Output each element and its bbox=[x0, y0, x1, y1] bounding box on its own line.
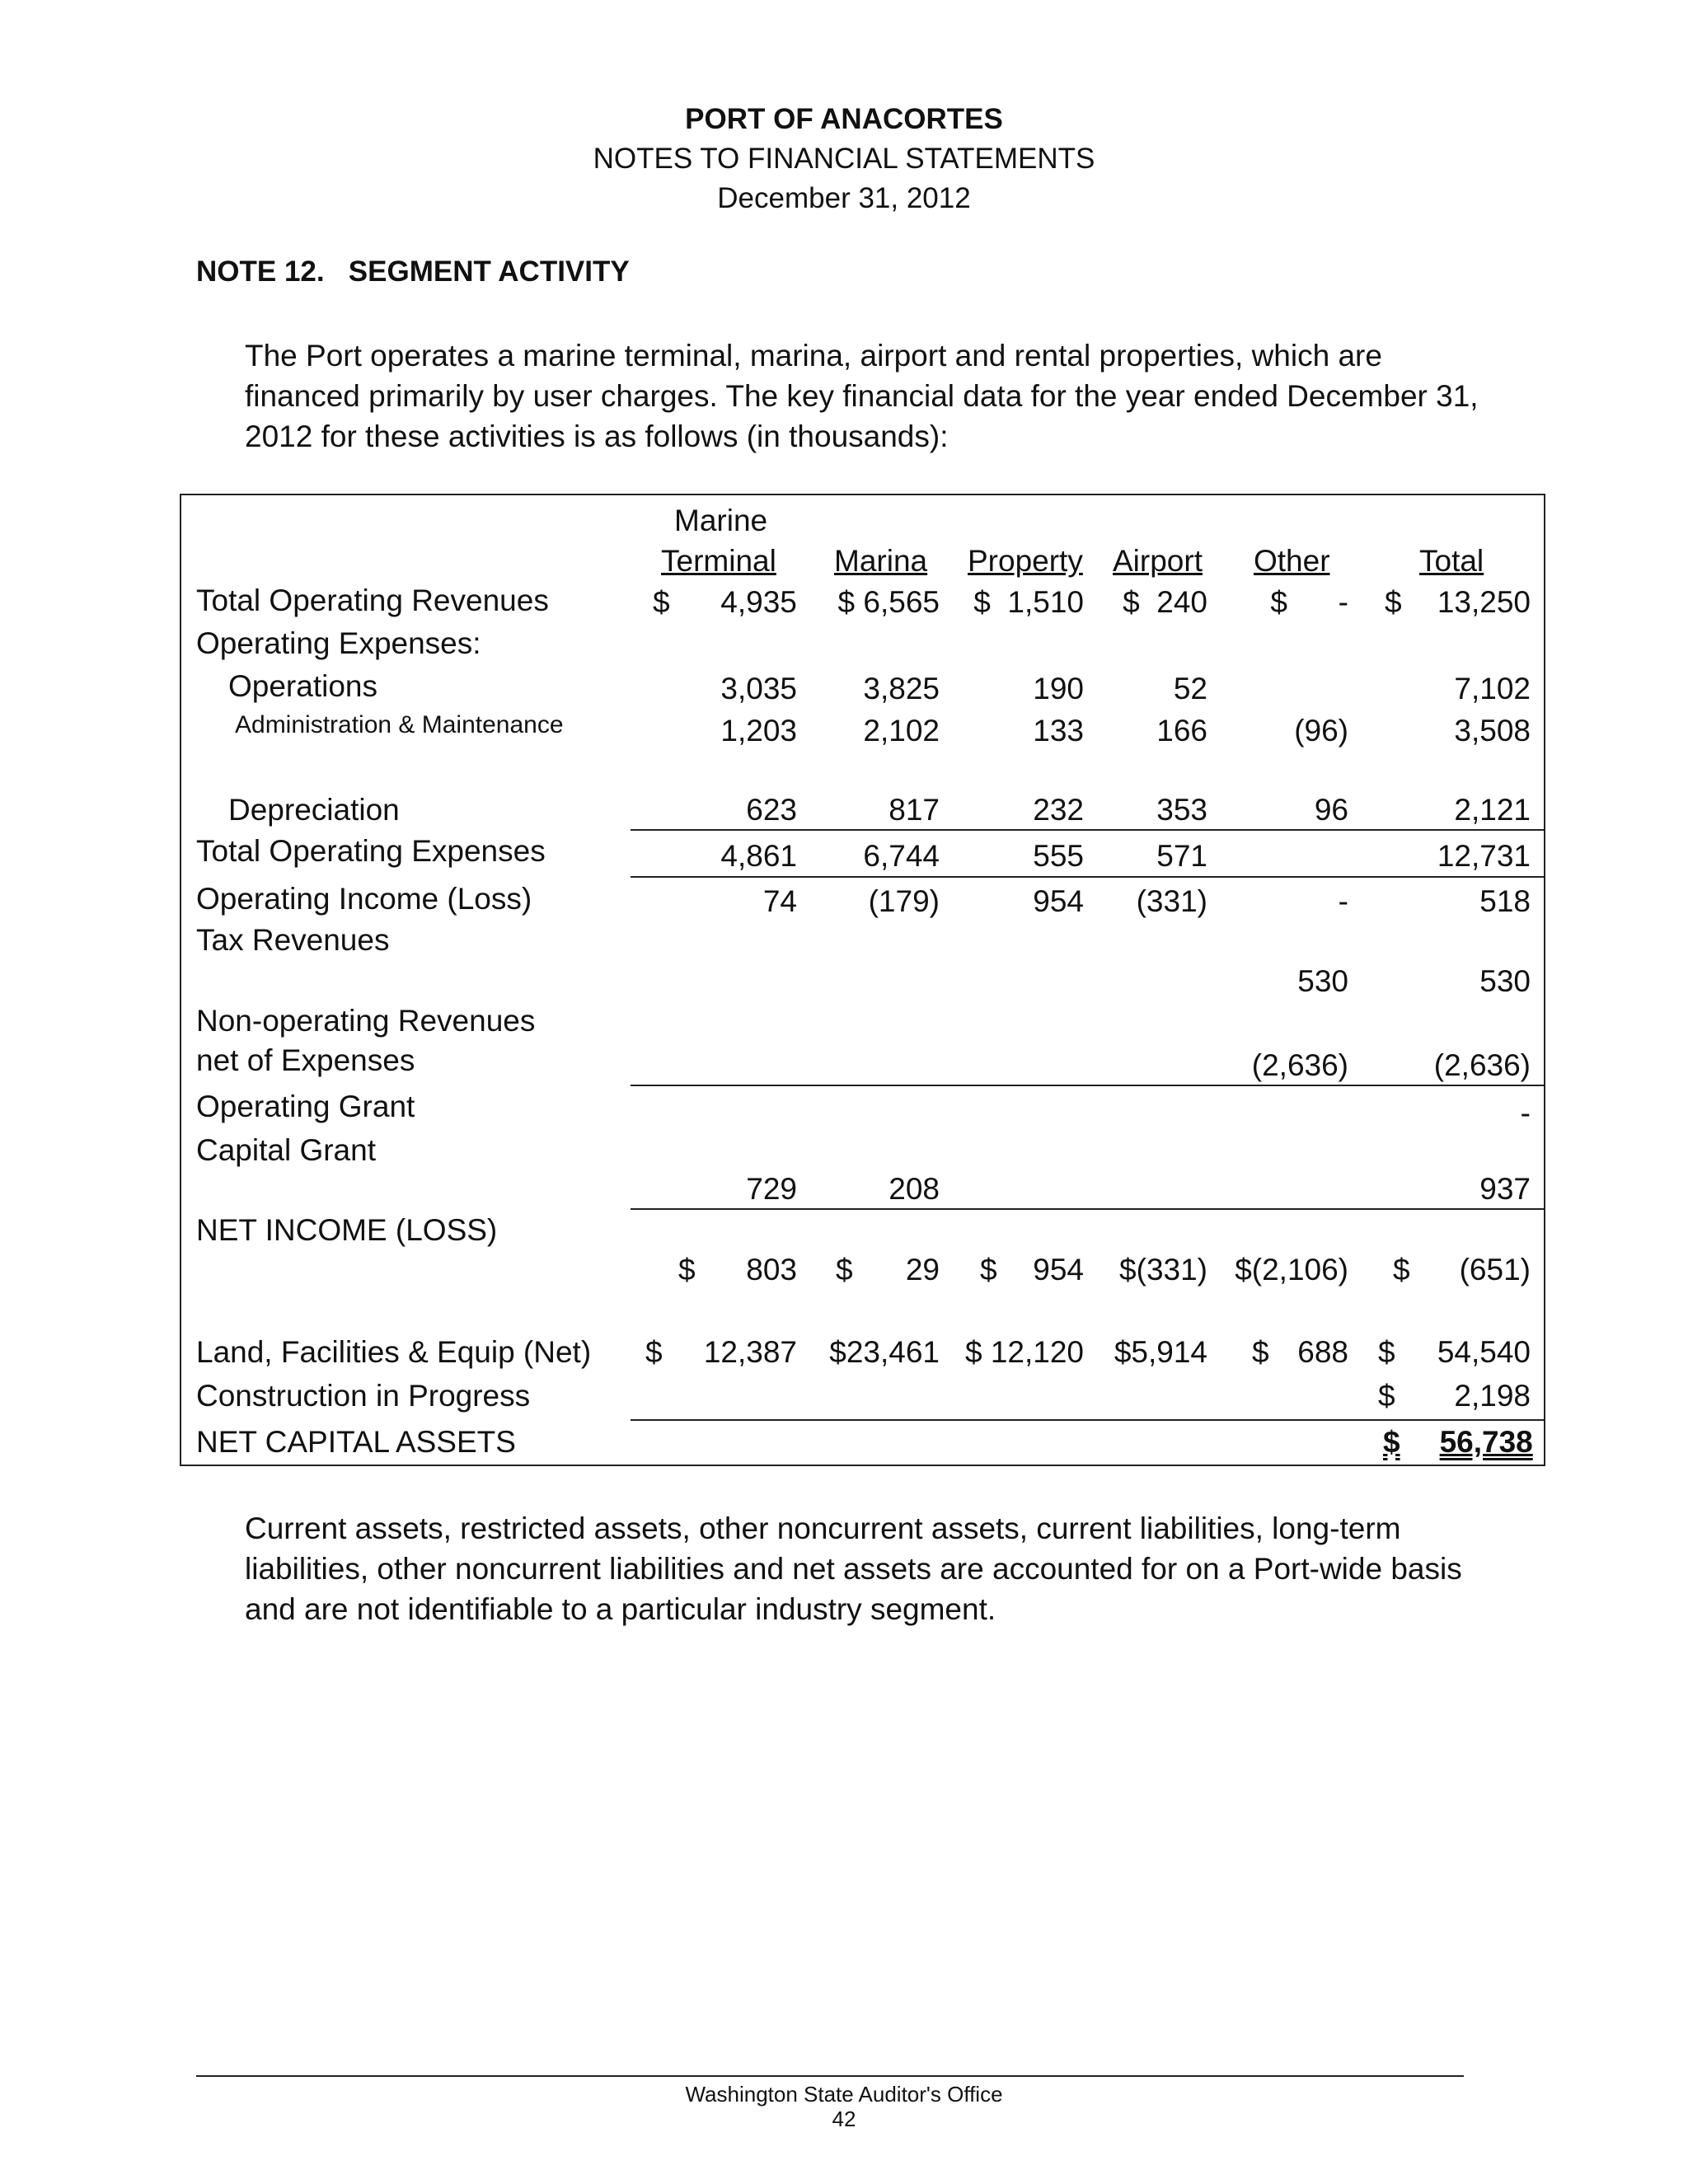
cell-total: 13,250 bbox=[1437, 585, 1531, 619]
intro-line: financed primarily by user charges. The key financial data for the year ended December 31, bbox=[245, 379, 1479, 413]
row-label: Tax Revenues bbox=[196, 923, 390, 957]
footer-page-number: 42 bbox=[832, 2107, 856, 2131]
cell-marine-dollar: $ bbox=[645, 1335, 663, 1369]
cell-total: - bbox=[1520, 1096, 1531, 1130]
cell-total: 12,731 bbox=[1437, 839, 1531, 873]
cell-property: 190 bbox=[1033, 672, 1084, 705]
cell-total: 530 bbox=[1479, 964, 1531, 998]
cell-marina: $23,461 bbox=[829, 1335, 940, 1369]
col-marine-top: Marine bbox=[674, 504, 768, 537]
cell-marina: 817 bbox=[889, 793, 940, 827]
cell-airport: 571 bbox=[1156, 839, 1207, 873]
cell-airport: $ 240 bbox=[1123, 585, 1207, 619]
cell-marine: 74 bbox=[762, 884, 797, 918]
cell-total-dollar: $ bbox=[1393, 1253, 1410, 1286]
rule bbox=[631, 1085, 1544, 1086]
row-label: Operating Grant bbox=[196, 1090, 415, 1123]
cell-total: 7,102 bbox=[1454, 672, 1531, 705]
cell-marina-dollar: $ bbox=[836, 1253, 853, 1286]
rule bbox=[631, 829, 1544, 831]
col-total: Total bbox=[1419, 544, 1484, 578]
cell-total: 2,198 bbox=[1454, 1379, 1531, 1413]
cell-marine: 623 bbox=[746, 793, 797, 827]
row-label: Operating Expenses: bbox=[196, 626, 481, 660]
cell-airport: (331) bbox=[1136, 884, 1207, 918]
note-title: NOTE 12. SEGMENT ACTIVITY bbox=[196, 255, 630, 288]
report-date: December 31, 2012 bbox=[717, 182, 971, 214]
closing-line: liabilities, other noncurrent liabilities and net assets are accounted for on a Port-wide basis bbox=[245, 1552, 1462, 1586]
row-label: Total Operating Expenses bbox=[196, 834, 546, 868]
net-capital-total bbox=[1383, 1423, 1531, 1461]
cell-marina: 2,102 bbox=[863, 714, 940, 748]
report-subtitle: NOTES TO FINANCIAL STATEMENTS bbox=[593, 143, 1095, 175]
rule bbox=[631, 1419, 1544, 1421]
cell-airport: 353 bbox=[1156, 793, 1207, 827]
cell-total: (651) bbox=[1459, 1253, 1531, 1286]
cell-property-dollar: $ bbox=[980, 1253, 997, 1286]
cell-other: - bbox=[1338, 884, 1348, 918]
cell-other: 96 bbox=[1314, 793, 1348, 827]
cell-marina: 6,744 bbox=[863, 839, 940, 873]
cell-property: 133 bbox=[1033, 714, 1084, 748]
intro-line: 2012 for these activities is as follows (in thousands): bbox=[245, 419, 949, 453]
cell-marine: 803 bbox=[746, 1253, 797, 1286]
closing-line: Current assets, restricted assets, other noncurrent assets, current liabilities, long-term bbox=[245, 1511, 1401, 1545]
row-label: Total Operating Revenues bbox=[196, 583, 549, 617]
cell-total-dollar: $ bbox=[1378, 1335, 1395, 1369]
cell-marina: (179) bbox=[868, 884, 940, 918]
cell-other: 530 bbox=[1297, 964, 1348, 998]
cell-property: 954 bbox=[1033, 884, 1084, 918]
rule bbox=[631, 876, 1544, 878]
intro-paragraph bbox=[245, 335, 1479, 457]
report-org: PORT OF ANACORTES bbox=[685, 103, 1003, 135]
row-label: Administration & Maintenance bbox=[235, 711, 564, 738]
cell-total: 518 bbox=[1479, 884, 1531, 918]
rule bbox=[631, 1208, 1544, 1210]
row-label: Depreciation bbox=[228, 793, 400, 827]
closing-line: and are not identifiable to a particular industry segment. bbox=[245, 1592, 996, 1626]
cell-marine: 4,861 bbox=[720, 839, 797, 873]
row-label: Operating Income (Loss) bbox=[196, 882, 532, 916]
cell-airport: $5,914 bbox=[1114, 1335, 1207, 1369]
cell-marina: 29 bbox=[905, 1253, 940, 1286]
cell-property: $ 12,120 bbox=[964, 1335, 1084, 1369]
cell-other: 688 bbox=[1297, 1335, 1348, 1369]
cell-property: $ 1,510 bbox=[973, 585, 1084, 619]
row-label: NET INCOME (LOSS) bbox=[196, 1213, 498, 1247]
row-label: Non-operating Revenues bbox=[196, 1004, 536, 1038]
cell-marine: 12,387 bbox=[703, 1335, 797, 1369]
cell-airport: 166 bbox=[1156, 714, 1207, 748]
footer-rule bbox=[196, 2075, 1464, 2077]
cell-marine-dollar: $ bbox=[678, 1253, 696, 1286]
col-marine-terminal: Terminal bbox=[661, 544, 776, 578]
footer-office: Washington State Auditor's Office bbox=[685, 2082, 1003, 2107]
col-airport: Airport bbox=[1113, 544, 1203, 578]
cell-total-dollar: $ bbox=[1378, 1379, 1395, 1413]
cell-other: (2,636) bbox=[1251, 1048, 1348, 1082]
cell-marina: 3,825 bbox=[863, 672, 940, 705]
cell-property: 232 bbox=[1033, 793, 1084, 827]
intro-line: The Port operates a marine terminal, marina, airport and rental properties, which are bbox=[245, 339, 1382, 373]
cell-marine: 1,203 bbox=[720, 714, 797, 748]
cell-property: 954 bbox=[1033, 1253, 1084, 1286]
cell-other: (96) bbox=[1294, 714, 1348, 748]
cell-total: (2,636) bbox=[1433, 1048, 1531, 1082]
cell-total: 56,738 bbox=[1439, 1425, 1533, 1459]
row-label: Capital Grant bbox=[196, 1133, 376, 1167]
cell-marine: 3,035 bbox=[720, 672, 797, 705]
cell-other-dollar: $ bbox=[1252, 1335, 1269, 1369]
cell-total-dollar: $ bbox=[1383, 1425, 1400, 1459]
cell-other: $ - bbox=[1270, 585, 1348, 619]
row-label: Operations bbox=[228, 669, 377, 703]
closing-paragraph bbox=[245, 1508, 1462, 1629]
cell-total-dollar: $ bbox=[1385, 585, 1402, 619]
cell-total: 937 bbox=[1479, 1172, 1531, 1206]
cell-total: 54,540 bbox=[1437, 1335, 1531, 1369]
row-label: Land, Facilities & Equip (Net) bbox=[196, 1335, 592, 1369]
row-label: NET CAPITAL ASSETS bbox=[196, 1425, 516, 1459]
cell-marine: 729 bbox=[746, 1172, 797, 1206]
cell-total: 2,121 bbox=[1454, 793, 1531, 827]
cell-marina: 208 bbox=[889, 1172, 940, 1206]
cell-other: $(2,106) bbox=[1235, 1253, 1348, 1286]
cell-airport: $(331) bbox=[1119, 1253, 1207, 1286]
col-property: Property bbox=[968, 544, 1083, 578]
row-label: Construction in Progress bbox=[196, 1379, 531, 1413]
cell-total: 3,508 bbox=[1454, 714, 1531, 748]
cell-property: 555 bbox=[1033, 839, 1084, 873]
cell-marine: $ 4,935 bbox=[653, 585, 797, 619]
cell-marina: $ 6,565 bbox=[837, 585, 940, 619]
col-other: Other bbox=[1254, 544, 1330, 578]
col-marina: Marina bbox=[834, 544, 928, 578]
cell-airport: 52 bbox=[1173, 672, 1207, 705]
row-label: net of Expenses bbox=[196, 1043, 415, 1077]
